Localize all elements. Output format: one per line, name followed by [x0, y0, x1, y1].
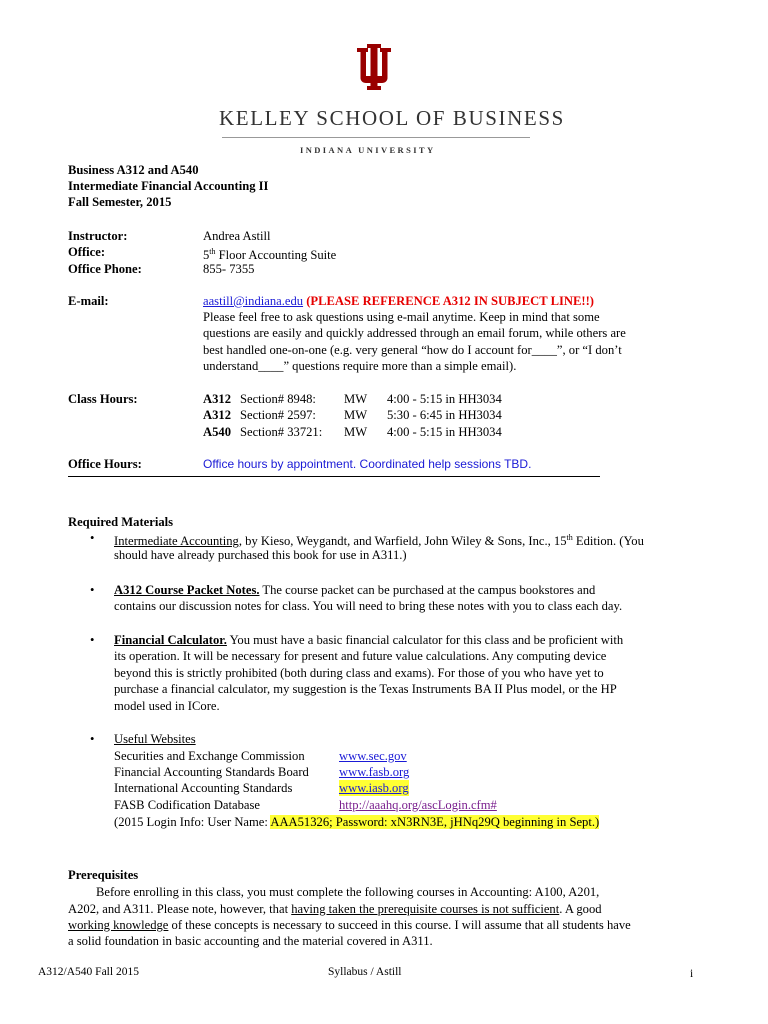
office-hours-value: Office hours by appointment. Coordinated help sessions TBD.	[203, 457, 532, 471]
website-link-fasb[interactable]: www.fasb.org	[339, 765, 410, 779]
class-hours-label: Class Hours:	[68, 392, 138, 406]
prereq-line2-start: A202, and A311. Please note, however, that	[68, 902, 292, 916]
prereq-working-knowledge: working knowledge	[68, 918, 169, 932]
prereq-emphasis: having taken the prerequisite courses is not sufficient	[291, 902, 560, 916]
packet-item	[114, 582, 694, 598]
instructor-value: Andrea Astill	[203, 229, 271, 243]
section-days: MW	[344, 392, 368, 406]
prereq-line4: a solid foundation in basic accounting and the material covered in A311.	[68, 934, 433, 948]
prereq-heading: Prerequisites	[68, 868, 139, 882]
calculator-line4: purchase a financial calculator, my suggestion is the Texas Instruments BA II Plus model, or the HP	[114, 682, 617, 696]
login-prefix: (2015 Login Info: User Name:	[114, 815, 271, 829]
section-course: A540	[203, 425, 231, 439]
university-name: INDIANA UNIVERSITY	[300, 145, 436, 155]
calculator-line1: You must have a basic financial calculator for this class and be proficient with	[226, 633, 624, 647]
email-link[interactable]: aastill@indiana.edu	[203, 294, 304, 308]
website-name: Financial Accounting Standards Board	[114, 765, 309, 779]
email-notice: (PLEASE REFERENCE A312 IN SUBJECT LINE!!)	[306, 294, 594, 308]
section-time: 4:00 - 5:15 in HH3034	[387, 392, 502, 406]
section-course: A312	[203, 408, 231, 422]
footer-center: Syllabus / Astill	[328, 966, 402, 978]
website-link-codification[interactable]: http://aaahq.org/ascLogin.cfm#	[339, 798, 497, 812]
materials-heading: Required Materials	[68, 515, 174, 529]
section-days: MW	[344, 408, 368, 422]
course-title-line2: Intermediate Financial Accounting II	[68, 179, 269, 193]
section-number: Section# 2597:	[240, 408, 316, 422]
course-title-line3: Fall Semester, 2015	[68, 195, 172, 209]
prereq-line3	[68, 917, 631, 933]
calculator-line2: its operation. It will be necessary for present and future value calculations. Any computing device	[114, 649, 607, 663]
instructor-label: Instructor:	[68, 229, 128, 243]
section-time: 5:30 - 6:45 in HH3034	[387, 408, 502, 422]
website-link-iasb[interactable]: www.iasb.org	[339, 781, 409, 795]
website-name: International Accounting Standards	[114, 781, 293, 795]
website-link-sec[interactable]: www.sec.gov	[339, 749, 407, 763]
email-line	[203, 293, 594, 309]
packet-line1: The course packet can be purchased at the campus bookstores and	[259, 583, 596, 597]
textbook-details: , by Kieso, Weygandt, and Warfield, John Wiley & Sons, Inc., 15	[238, 534, 567, 549]
bullet-websites: •	[90, 732, 95, 746]
phone-label: Office Phone:	[68, 262, 142, 276]
textbook-edition: Edition. (You	[572, 534, 644, 549]
prereq-line2-end: . A good	[559, 902, 602, 916]
email-text-3: best handled one-on-one (e.g. very general “how do I account for____”, or “I don’t	[203, 343, 622, 357]
textbook-title: Intermediate Accounting	[114, 534, 239, 549]
email-text-4: understand____” questions require more than a simple email).	[203, 359, 517, 373]
prereq-line2	[68, 901, 602, 917]
section-row	[203, 407, 523, 423]
footer-left: A312/A540 Fall 2015	[38, 966, 139, 978]
office-hours-label: Office Hours:	[68, 457, 142, 471]
calculator-title: Financial Calculator.	[114, 633, 227, 647]
section-time: 4:00 - 5:15 in HH3034	[387, 425, 502, 439]
section-number: Section# 33721:	[240, 425, 323, 439]
calculator-item	[114, 632, 694, 648]
section-number: Section# 8948:	[240, 392, 316, 406]
calculator-line3: beyond this is strictly prohibited (both during class and exams). For those of you who have yet to	[114, 666, 604, 680]
textbook-edition-suffix: th	[566, 533, 573, 542]
logo-divider	[222, 137, 530, 138]
calculator-line5: model used in ICore.	[114, 699, 220, 713]
phone-value: 855- 7355	[203, 262, 255, 276]
section-divider	[68, 476, 600, 477]
page-number: i	[690, 968, 694, 980]
office-suite: Floor Accounting Suite	[215, 248, 337, 263]
login-credentials: AAA51326; Password: xN3RN3E, jHNq29Q beginning in Sept.)	[270, 815, 600, 829]
section-row	[203, 391, 523, 407]
section-course: A312	[203, 392, 231, 406]
iu-trident-logo	[357, 44, 391, 90]
office-label: Office:	[68, 245, 106, 259]
email-label: E-mail:	[68, 294, 109, 308]
bullet-calculator: •	[90, 633, 95, 647]
bullet-textbook: •	[90, 531, 95, 545]
section-days: MW	[344, 425, 368, 439]
website-name: Securities and Exchange Commission	[114, 749, 305, 763]
email-text-2: questions are easily and quickly addressed through an email forum, while others are	[203, 326, 626, 340]
website-name: FASB Codification Database	[114, 798, 260, 812]
email-text-1: Please feel free to ask questions using e-mail anytime. Keep in mind that some	[203, 310, 600, 324]
prereq-line1: Before enrolling in this class, you must complete the following courses in Accounting: A100, A201,	[96, 885, 600, 899]
websites-title: Useful Websites	[114, 732, 196, 746]
course-title-line1: Business A312 and A540	[68, 163, 199, 177]
packet-line2: contains our discussion notes for class. You will need to bring these notes with you to class each day.	[114, 599, 623, 613]
office-floor: 5	[203, 248, 210, 263]
prereq-line3-rest: of these concepts is necessary to succeed in this course. I will assume that all students have	[168, 918, 631, 932]
login-info	[114, 814, 694, 830]
packet-title: A312 Course Packet Notes.	[114, 583, 260, 597]
office-floor-suffix: th	[209, 247, 216, 256]
bullet-packet: •	[90, 583, 95, 597]
school-name: KELLEY SCHOOL OF BUSINESS	[219, 106, 565, 130]
textbook-line2: should have already purchased this book for use in A311.)	[114, 548, 407, 562]
section-row	[203, 424, 523, 440]
